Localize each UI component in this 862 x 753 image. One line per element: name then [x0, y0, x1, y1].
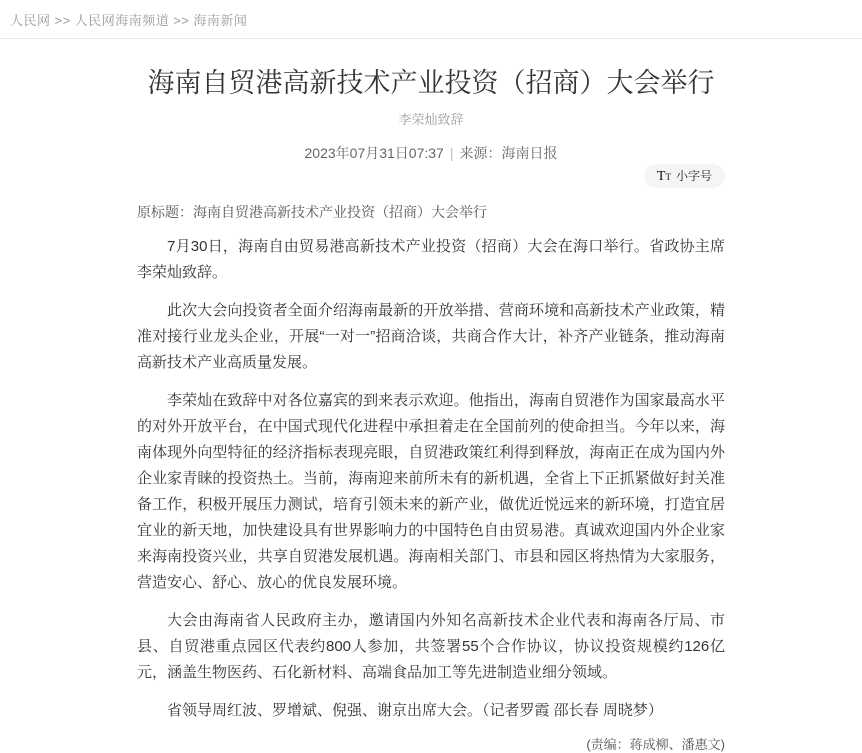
meta-separator: | — [449, 145, 454, 161]
article-meta — [137, 144, 725, 162]
article-toolbar — [137, 164, 725, 190]
paragraph: 李荣灿在致辞中对各位嘉宾的到来表示欢迎。他指出，海南自贸港作为国家最高水平的对外开放平台，在中国式现代化进程中承担着走在全国前列的使命担当。今年以来，海南体现外向型特征的经济指标表现亮眼，自贸港政策红利得到释放，海南正在成为国内外企业家青睐的投资热土。当前，海南迎来前所未有的新机遇，全省上下正抓紧做好封关准备工作，积极开展压力测试，培育引领未来的新产业，做优近悦远来的新环境，打造宜居宜业的新天地，加快建设具有世界影响力的中国特色自由贸易港。真诚欢迎国内外企业家来海南投资兴业，共享自贸港发展机遇。海南相关部门、市县和园区将热情为大家服务，营造安心、舒心、放心的优良发展环境。 — [137, 392, 725, 591]
paragraph: 7月30日，海南自由贸易港高新技术产业投资（招商）大会在海口举行。省政协主席李荣灿致辞。 — [137, 238, 725, 281]
breadcrumb-link-hainan-channel[interactable]: 人民网海南频道 — [74, 13, 170, 28]
source-label: 来源： — [459, 145, 502, 161]
font-size-icon: TT — [656, 168, 671, 184]
breadcrumb-separator: >> — [54, 13, 71, 28]
page-title: 海南自贸港高新技术产业投资（招商）大会举行 — [147, 68, 715, 98]
paragraph: 省领导周红波、罗增斌、倪强、谢京出席大会。（记者罗霞 邵长春 周晓梦） — [167, 702, 663, 719]
breadcrumb — [0, 0, 862, 39]
breadcrumb-link-hainan-news[interactable]: 海南新闻 — [193, 13, 248, 28]
original-title-label: 原标题： — [137, 204, 193, 220]
editors-note: (责编：蒋成柳、潘惠文) — [586, 737, 725, 752]
source-link[interactable]: 海南日报 — [501, 145, 558, 161]
paragraph: 大会由海南省人民政府主办，邀请国内外知名高新技术企业代表和海南各厅局、市县、自贸港重点园区代表约800人参加，共签署55个合作协议，协议投资规模约126亿元，涵盖生物医药、石化新材料、高端食品加工等先进制造业细分领域。 — [137, 612, 725, 681]
breadcrumb-separator: >> — [173, 13, 190, 28]
article-body — [137, 65, 725, 753]
publish-datetime: 2023年07月31日07:37 — [304, 145, 444, 161]
font-size-button-label: 小字号 — [675, 169, 712, 183]
paragraph: 此次大会向投资者全面介绍海南最新的开放举措、营商环境和高新技术产业政策，精准对接行业龙头企业，开展“一对一”招商洽谈，共商合作大计，补齐产业链条，推动海南高新技术产业高质量发展。 — [137, 302, 725, 371]
breadcrumb-link-peoples-daily[interactable]: 人民网 — [10, 13, 51, 28]
original-title-line — [137, 202, 725, 222]
original-title-text: 海南自贸港高新技术产业投资（招商）大会举行 — [193, 204, 487, 220]
font-size-button[interactable] — [644, 164, 725, 188]
article-subtitle: 李荣灿致辞 — [398, 112, 464, 127]
article-paragraphs — [137, 234, 725, 724]
